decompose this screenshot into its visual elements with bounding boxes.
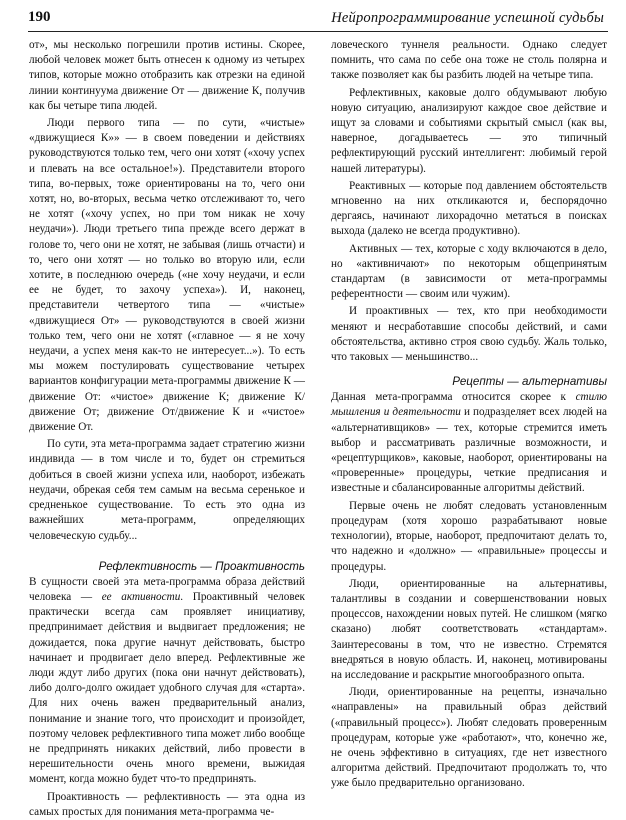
- text-run: Данная мета-программа относится скорее к: [331, 391, 576, 404]
- paragraph: ловеческого туннеля реальности. Однако следует помнить, что сама по себе она тоже не столь полярна и также позволяет как бы разбить людей на четыре типа.: [331, 39, 607, 82]
- section-heading: Рецепты — альтернативы: [452, 375, 607, 389]
- page-number: 190: [28, 9, 51, 25]
- paragraph: Люди, ориентированные на альтернативы, талантливы в создании и совершенствовании новых процессов, нахождении новых путей. Не слишком (мягко сказано) любят соответствовать «стандартам». Заинтересованы в том, что не известно. Стремятся внедряться в новую область. И, наконец, мотивированы на исследование и раскрытие многообразного опыта.: [331, 577, 607, 681]
- page-header: [28, 9, 606, 33]
- section-heading: Рефлективность — Проактивность: [98, 559, 305, 573]
- running-title: Нейропрограммирование успешной судьбы: [331, 10, 604, 26]
- header-rule: [28, 31, 608, 32]
- paragraph: от», мы несколько погрешили против истины. Скорее, любой человек может быть отнесен к одному из четырех типов, которые можно отобразить как отрезки на единой линии континуума движение От — движение К, получив как бы четыре типа людей.: [29, 39, 305, 112]
- text-run: В сущности своей эта мета-программа образа действий человека —: [29, 575, 305, 603]
- paragraph: Первые очень не любят следовать установленным процедурам (хотя хорошо разрабатывают новые технологии), вторые, наоборот, предпочитают делать то, что надежно и «должно» — «правильные» процессы и процедуры.: [331, 499, 607, 573]
- paragraph: И проактивных — тех, кто при необходимости меняют и несработавшие способы действий, и сами обстоятельства, активно строя свою судьбу. Жаль только, что таковых — меньшинство...: [331, 305, 607, 364]
- text-run: и подразделяет всех людей на «альтернативщиков» — тех, которые стремится иметь выбор и рассматривать различные возможности, и «рецептурщиков», каковые, наоборот, ориентированы на «проверенные» процедуры, четкие предписания и известные и сбалансированные алгоритмы действий.: [331, 406, 608, 495]
- emphasis: ее активности: [101, 590, 181, 603]
- paragraph: [331, 390, 607, 496]
- right-column: [331, 38, 607, 792]
- paragraph: [29, 575, 305, 788]
- paragraph: Люди, ориентированные на рецепты, изначально «направлены» на правильный образ действий («правильный процесс»). Любят следовать проверенным процедурам, которые уже «работают», что, конечно же, не очень эффективно в ситуациях, где нет известного алгоритма действий. Предпочитают продолжать то, что уже было предварительно организовано.: [331, 686, 607, 790]
- emphasis: стилю мышления и деятельности: [331, 391, 607, 419]
- paragraph: Рефлективных, каковые долго обдумывают любую новую ситуацию, анализируют каждое свое действие и ищут за словами и событиями скрытый смысл (как вы, наверное, догадываетесь — это типичный рефлектирующий русский интеллигент: любимый герой нашей литературы).: [331, 86, 607, 175]
- left-column: [29, 38, 305, 820]
- paragraph: По сути, эта мета-программа задает стратегию жизни индивида — в том числе и то, будет он стремиться добиться в своей жизни успеха или, наоборот, избежать неудачи, обрекая себя тем самым на весьма серенькое и средненькое существование. То есть это одна из важнейших мета-программ, определяющих человеческую судьбу...: [29, 438, 305, 542]
- paragraph: Люди первого типа — по сути, «чистые» «движущиеся К»» — в своем поведении и действиях руководствуются только тем, чего они хотят («хочу успех и плевать на все остальное!»). Представители второго типа, во-первых, тоже ориентированы на то, чего они хотят, но, во-вторых, весьма четко отслеживают то, чего не хотят («хочу успех, но при том никак не хочу неудачи»). Люди третьего типа прежде всего держат в голове то, чего они не хотят, не забывая (лишь отчасти) и то, чего они хотят — но только во вторую или, если хотите, в последнюю очередь («не хочу неудачи, и если ее не будет, то захочу успеха»). И, наконец, представители четвертого типа — «чистые» «движущиеся От» — руководствуются в своей жизни только тем, чего они не хотят («главное — я не хочу неудачи, а успех меня как-то не интересует...»). То есть мы можем постулировать существование четырех вариантов конфигурации мета-программы движение К — движение От: «чистое» движение К; движение К/движение От; движение От/движение К и «чистое» движение От.: [29, 117, 305, 434]
- paragraph: Активных — тех, которые с ходу включаются в дело, но «активничают» по некоторым общепринятым стандартам (в зависимости от мета-программы референтности — своим или чужим).: [331, 242, 607, 301]
- paragraph: Проактивность — рефлективность — эта одна из самых простых для понимания мета-программа че-: [29, 790, 305, 818]
- paragraph: Реактивных — которые под давлением обстоятельств мгновенно на них откликаются и, беспорядочно дергаясь, начинают лихорадочно метаться в поисках выхода (далеко не всегда продуктивно).: [331, 179, 607, 238]
- text-run: . Проактивный человек практически всегда сам проявляет инициативу, предпринимает действия и выдвигает предложения; не дожидается, пока другие начнут действовать, быстро начинает и продвигает дело вперед. Рефлективные же люди ждут либо других (пока они начнут действовать), либо долго-долго ожидает удобного случая для «старта». Для них очень важен предварительный анализ, понимание и знание того, что происходит и произойдет, поэтому человек рефлективного типа может либо вообще не предпринять никаких действий, либо провести в нерешительности очень много времени, выжидая момент, когда можно будет что-то предпринять.: [29, 590, 305, 786]
